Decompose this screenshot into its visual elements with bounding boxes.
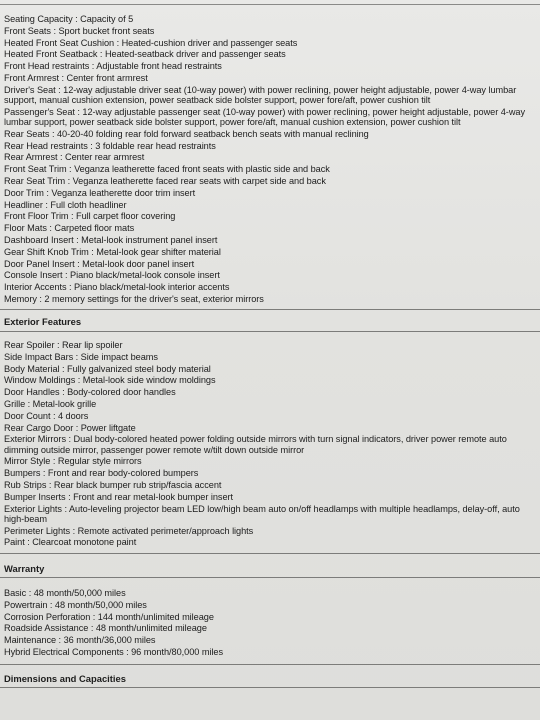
- spec-line: Memory : 2 memory settings for the driver's seat, exterior mirrors: [4, 293, 264, 304]
- spec-line: Hybrid Electrical Components : 96 month/80,000 miles: [4, 646, 224, 657]
- spec-line: Rear Armrest : Center rear armrest: [4, 152, 145, 163]
- spec-line: Maintenance : 36 month/36,000 miles: [4, 635, 156, 646]
- dimensions-section-title: Dimensions and Capacities: [4, 673, 126, 684]
- spec-line: Door Trim : Veganza leatherette door trim insert: [4, 187, 196, 198]
- section-rule: [0, 577, 540, 578]
- spec-line: Front Floor Trim : Full carpet floor covering: [4, 211, 176, 222]
- spec-line: Heated Front Seat Cushion : Heated-cushion driver and passenger seats: [4, 37, 298, 48]
- spec-line: Basic : 48 month/50,000 miles: [4, 588, 126, 598]
- spec-line: Interior Accents : Piano black/metal-look interior accents: [4, 282, 230, 293]
- spec-line: Dashboard Insert : Metal-look instrument panel insert: [4, 234, 218, 245]
- spec-line: Perimeter Lights : Remote activated perimeter/approach lights: [4, 525, 254, 536]
- spec-line: Mirror Style : Regular style mirrors: [4, 456, 142, 467]
- spec-line: Gear Shift Knob Trim : Metal-look gear shifter material: [4, 246, 221, 257]
- spec-line: Front Head restraints : Adjustable front head restraints: [4, 61, 222, 72]
- spec-line: Rear Head restraints : 3 foldable rear head restraints: [4, 140, 216, 151]
- spec-line: Rear Seats : 40-20-40 folding rear fold forward seatback bench seats with manual reclining: [4, 128, 369, 139]
- spec-line: Front Seats : Sport bucket front seats: [4, 25, 155, 36]
- spec-line: Exterior Lights : Auto-leveling projector beam LED low/high beam auto on/off headlamps with multiple headlamps, delay-off, auto high-beam: [4, 503, 520, 524]
- warranty-section-title: Warranty: [4, 563, 45, 574]
- spec-line: Door Handles : Body-colored door handles: [4, 387, 176, 398]
- interior-features-list: [4, 14, 536, 306]
- spec-line: Seating Capacity : Capacity of 5: [4, 14, 134, 24]
- spec-line: Side Impact Bars : Side impact beams: [4, 351, 158, 362]
- spec-line: Heated Front Seatback : Heated-seatback driver and passenger seats: [4, 49, 286, 60]
- warranty-list: [4, 588, 536, 659]
- spec-line: Bumpers : Front and rear body-colored bumpers: [4, 468, 199, 479]
- spec-line: Paint : Clearcoat monotone paint: [4, 537, 137, 548]
- spec-line: Rub Strips : Rear black bumper rub strip/fascia accent: [4, 479, 222, 490]
- spec-line: Bumper Inserts : Front and rear metal-look bumper insert: [4, 491, 234, 502]
- spec-line: Door Panel Insert : Metal-look door panel insert: [4, 258, 195, 269]
- spec-line: Window Moldings : Metal-look side window moldings: [4, 375, 216, 386]
- spec-line: Powertrain : 48 month/50,000 miles: [4, 599, 147, 610]
- spec-line: Front Seat Trim : Veganza leatherette faced front seats with plastic side and back: [4, 164, 330, 175]
- spec-line: Body Material : Fully galvanized steel body material: [4, 363, 211, 374]
- spec-line: Roadside Assistance : 48 month/unlimited mileage: [4, 623, 207, 634]
- spec-line: Rear Seat Trim : Veganza leatherette faced rear seats with carpet side and back: [4, 175, 326, 186]
- spec-line: Front Armrest : Center front armrest: [4, 72, 148, 83]
- spec-line: Passenger's Seat : 12-way adjustable passenger seat (10-way power) with power reclining, power height adjustable, power 4-way lumbar support, power seatback side bolster support, power fore/aft, manual cushion extension, power cushion tilt: [4, 106, 526, 127]
- spec-line: Grille : Metal-look grille: [4, 398, 97, 409]
- section-rule: [0, 309, 540, 310]
- exterior-section-title: Exterior Features: [4, 316, 82, 327]
- spec-line: Rear Cargo Door : Power liftgate: [4, 422, 136, 433]
- spec-line: Door Count : 4 doors: [4, 410, 89, 421]
- spec-line: Corrosion Perforation : 144 month/unlimited mileage: [4, 611, 214, 622]
- section-rule: [0, 687, 540, 688]
- section-rule: [0, 664, 540, 665]
- top-rule: [0, 4, 540, 5]
- spec-line: Console Insert : Piano black/metal-look console insert: [4, 270, 220, 281]
- spec-line: Exterior Mirrors : Dual body-colored heated power folding outside mirrors with turn signal indicators, driver power remote auto dimming outside mirror, passenger power remote w/tilt down outside mirror: [4, 434, 507, 455]
- section-rule: [0, 553, 540, 554]
- spec-line: Rear Spoiler : Rear lip spoiler: [4, 340, 123, 350]
- exterior-features-list: [4, 340, 536, 549]
- spec-line: Floor Mats : Carpeted floor mats: [4, 223, 135, 234]
- spec-line: Headliner : Full cloth headliner: [4, 199, 127, 210]
- spec-line: Driver's Seat : 12-way adjustable driver seat (10-way power) with power reclining, power height adjustable, power 4-way lumbar support, manual cushion extension, power seatback side bolster support, power fore/aft, power cushion tilt: [4, 84, 517, 105]
- section-rule: [0, 331, 540, 332]
